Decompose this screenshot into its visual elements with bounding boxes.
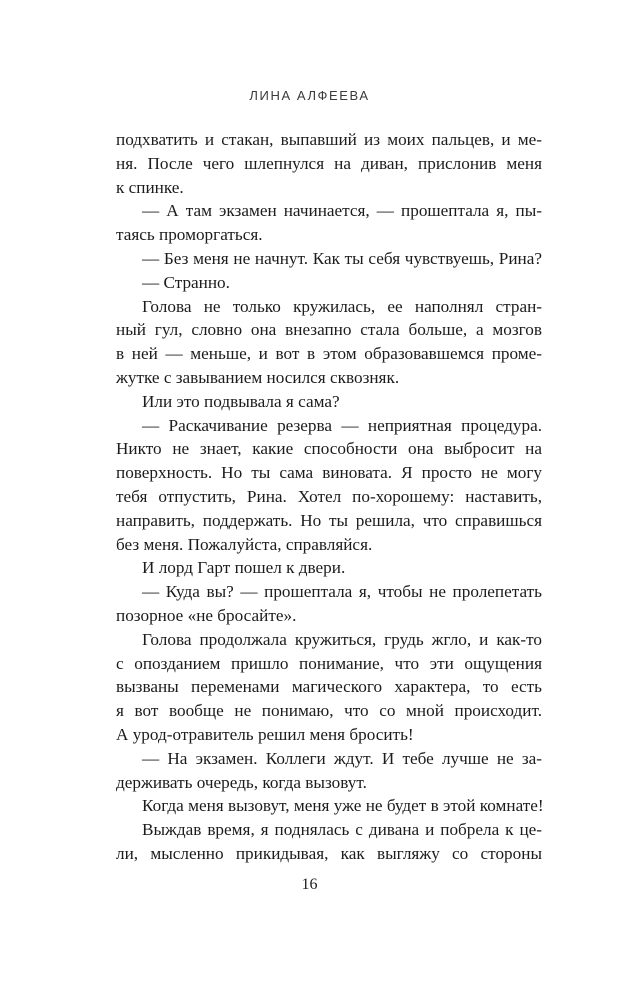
text-line: к спинке. — [116, 177, 184, 197]
text-line: держивать очередь, когда вызовут. — [116, 772, 367, 792]
text-line: Голова не только кружилась, ее наполнял стран- — [142, 296, 542, 316]
text-line: я вот вообще не понимаю, что со мной происходит. — [116, 701, 542, 721]
text-line: Выждав время, я поднялась с дивана и побрела к це- — [142, 820, 542, 840]
text-line: ный гул, словно она внезапно стала больше, а мозгов — [116, 320, 542, 340]
body-text — [116, 128, 542, 866]
text-line: — А там экзамен начинается, — прошептала я, пы- — [142, 201, 542, 221]
text-line: — Странно. — [142, 272, 230, 292]
running-head-author: ЛИНА АЛФЕЕВА — [249, 88, 370, 103]
text-line: Когда меня вызовут, меня уже не будет в этой комнате! — [142, 796, 544, 816]
text-line: позорное «не бросайте». — [116, 605, 297, 625]
text-line: — Без меня не начнут. Как ты себя чувствуешь, Рина? — [142, 248, 542, 268]
text-line: — На экзамен. Коллеги ждут. И тебе лучше не за- — [142, 748, 542, 768]
text-line: таясь проморгаться. — [116, 225, 263, 245]
text-line: подхватить и стакан, выпавший из моих пальцев, и ме- — [116, 130, 542, 149]
text-line: — Куда вы? — прошептала я, чтобы не пролепетать — [142, 582, 542, 602]
text-line: ня. После чего шлепнулся на диван, прислонив меня — [116, 153, 542, 173]
text-line: с опозданием пришло понимание, что эти ощущения — [116, 653, 542, 673]
text-line: в ней — меньше, и вот в этом образовавшемся проме- — [116, 344, 542, 364]
text-line: направить, поддержать. Но ты решила, что справишься — [116, 510, 542, 530]
text-line: ли, мысленно прикидывая, как выгляжу со стороны — [116, 843, 542, 863]
text-line: тебя отпустить, Рина. Хотел по-хорошему: наставить, — [116, 486, 542, 506]
text-line: без меня. Пожалуйста, справляйся. — [116, 534, 373, 554]
text-line: поверхность. Но ты сама виновата. Я просто не могу — [116, 463, 542, 483]
text-line: Голова продолжала кружиться, грудь жгло, и как-то — [142, 629, 542, 649]
text-line: — Раскачивание резерва — неприятная процедура. — [142, 415, 542, 435]
page-number: 16 — [301, 876, 318, 893]
text-line: Или это подвывала я сама? — [142, 391, 340, 411]
text-line: И лорд Гарт пошел к двери. — [142, 558, 346, 578]
text-line: вызваны переменами магического характера, то есть — [116, 677, 542, 697]
text-line: А урод-отравитель решил меня бросить! — [116, 724, 414, 744]
text-line: жутке с завыванием носился сквозняк. — [116, 367, 400, 387]
text-line: Никто не знает, какие способности она выбросит на — [116, 439, 542, 459]
